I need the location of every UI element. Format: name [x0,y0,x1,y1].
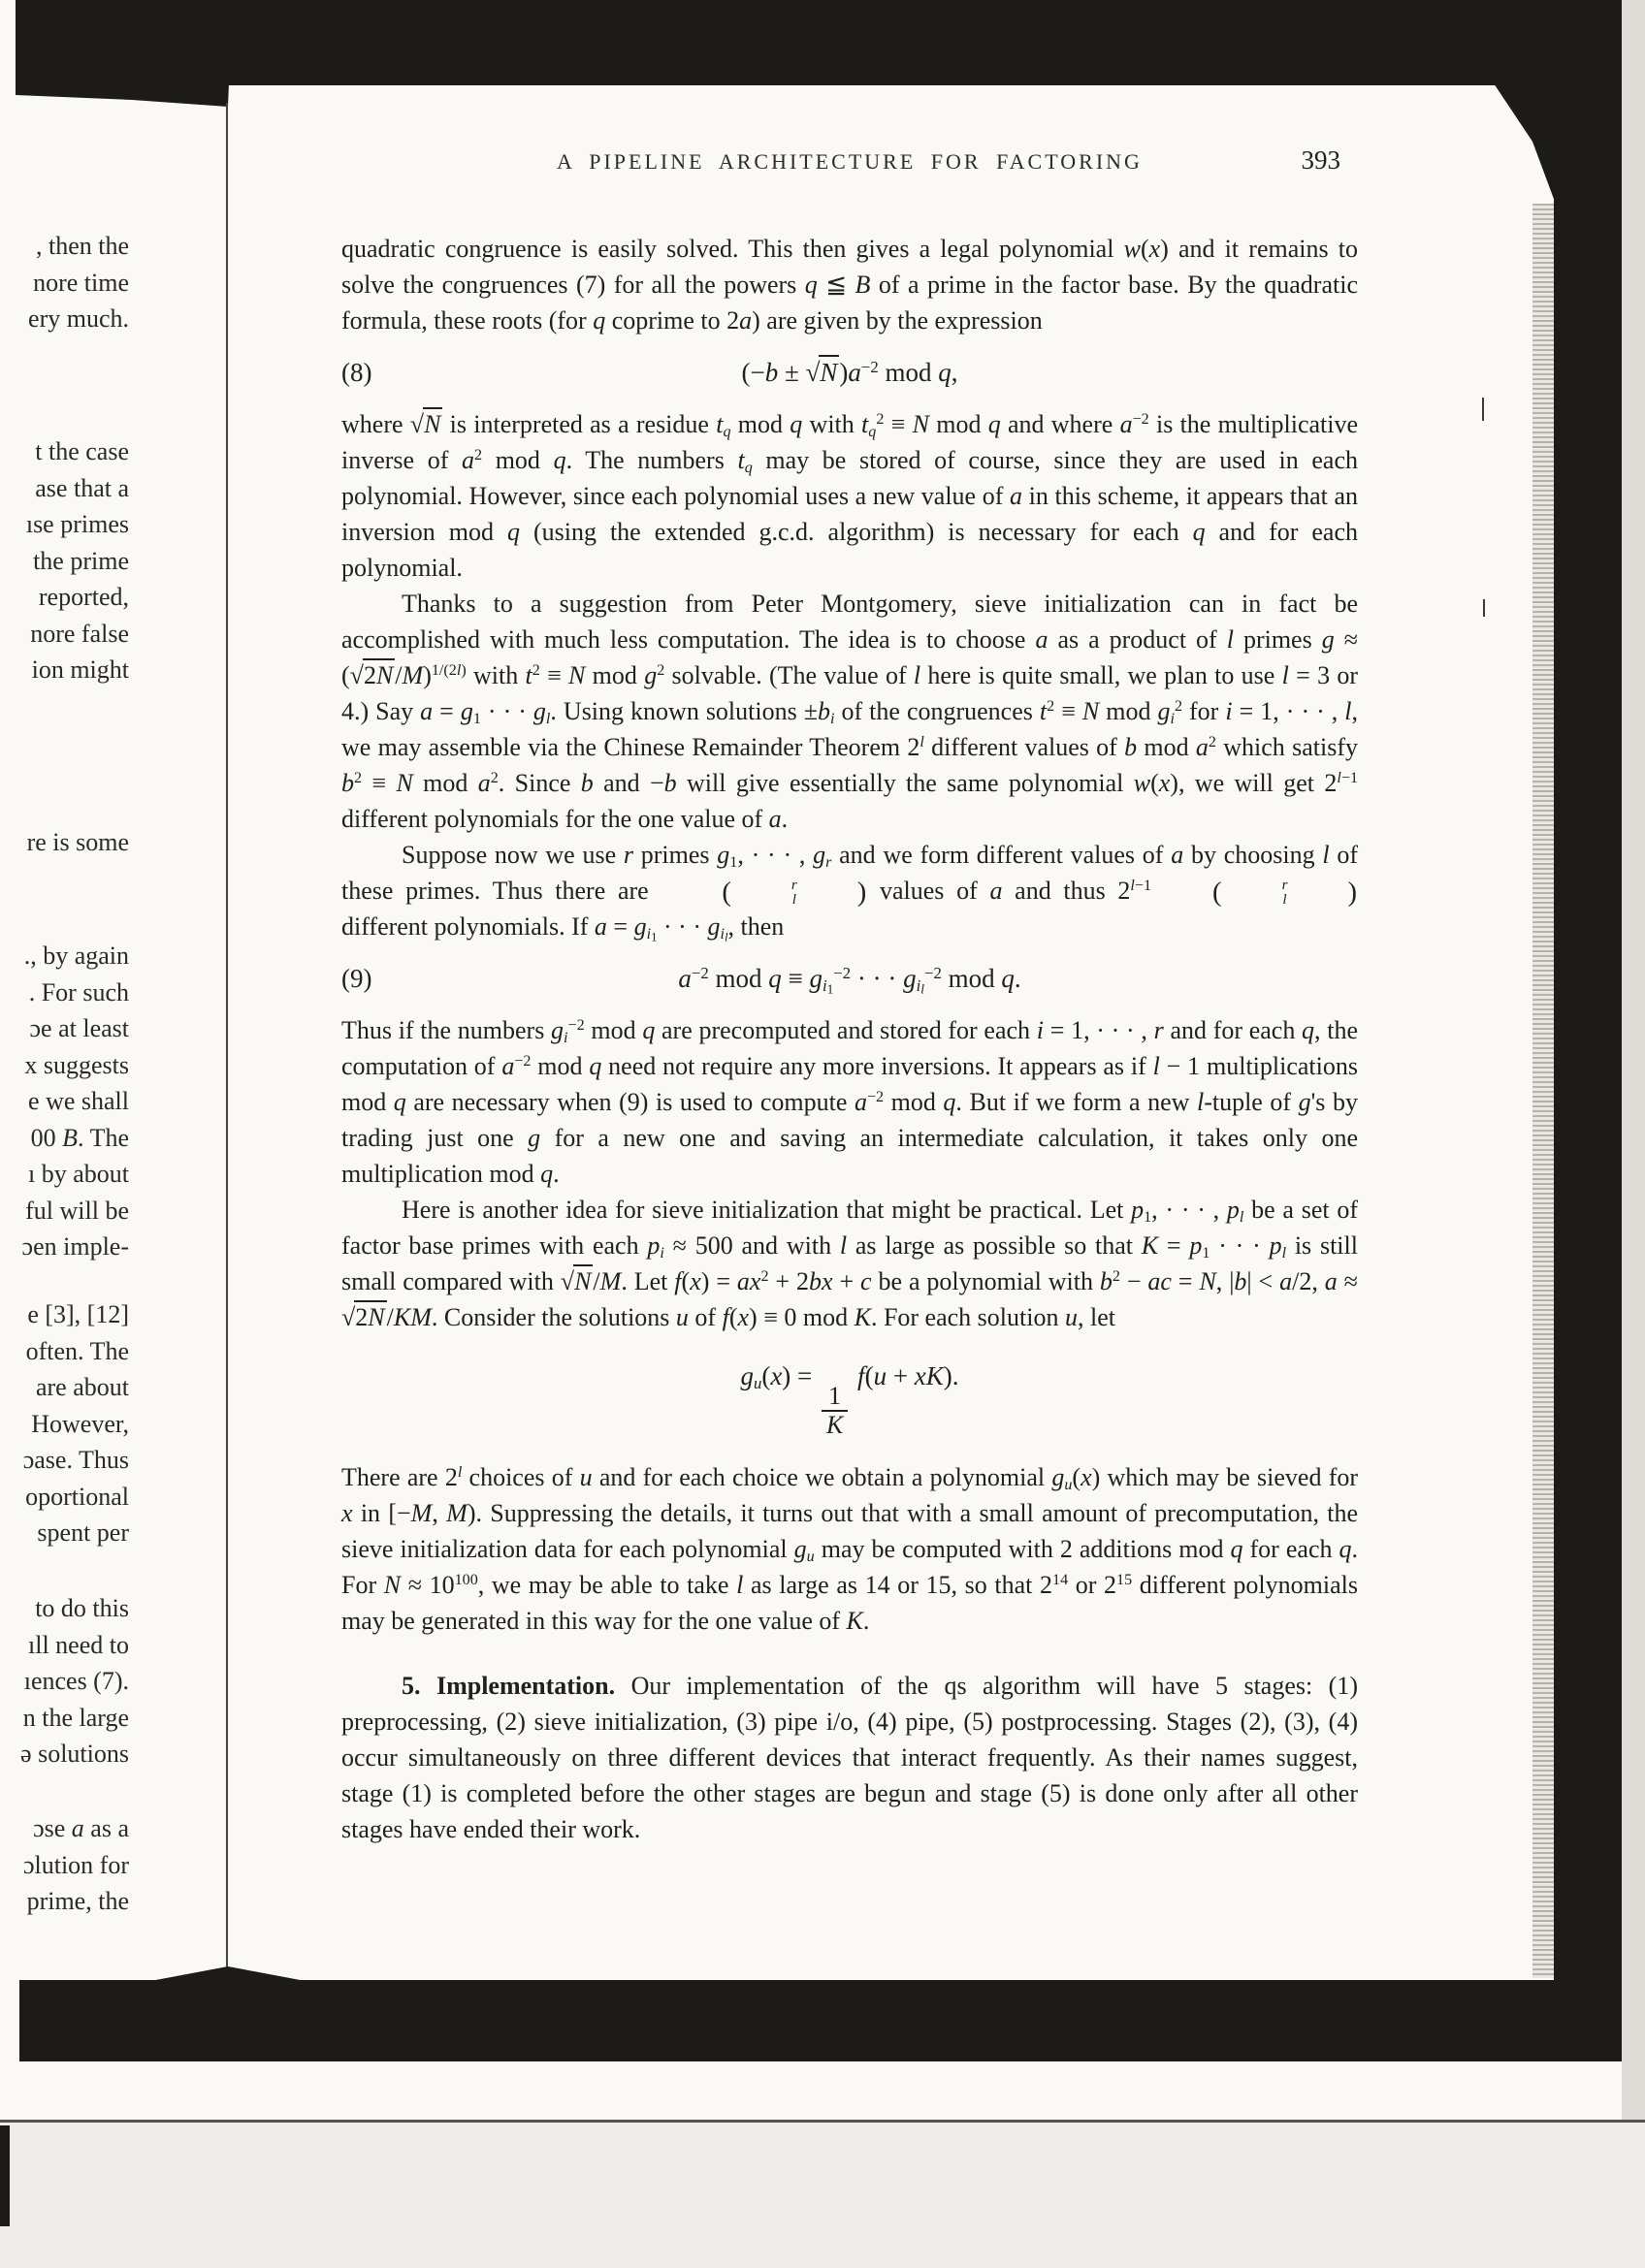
left-page-fragment-line: . For such [28,977,129,1006]
left-page-fragment-line: x suggests [24,1050,129,1079]
paragraph-precomputed: Thus if the numbers $g_i^{-2}$ mod q are precomputed and stored for each i = 1, · · · , r and for each q, the computation of $a^{-2}$ mod q need not require any more inversions. It appears as if l − 1 multiplications mod q are necessary when (9) is used to compute $a^{-2}$ mod q. But if we form a new l-tuple of g's by trading just one g for a new one and saving an intermediate calculation, it takes only one multiplication mod q. [341,1016,1359,1189]
paragraph-another-idea: Here is another idea for sieve initialization that might be practical. Let $p_1$, · · · , $p_l$ be a set of factor base primes with each $p_i \approx 500$ and with l as large as possible so that $K = p_1$ · · · $p_l$ is still small compared with √N/M. Let $f(x) = ax^2 + 2bx + c$ be a polynomial with $b^2$ − ac = N, |b| < a/2, a ≈ √2N/KM. Consider the solutions u of f(x) ≡ 0 mod K. For each solution u, let [341,1196,1358,1332]
left-page-fragment [0,1810,129,1920]
left-page-fragment [0,1296,129,1551]
book-gutter-shadow-bottom [19,1980,1620,2061]
left-page-fragment-line: ery much. [28,304,129,333]
left-page-fragment-line: are about [35,1373,129,1401]
paragraph-implementation: 5. Implementation. Our implementation of the qs algorithm will have 5 stages: (1) preprocessing, (2) sieve initialization, (3) pipe i/o, (4) pipe, (5) postprocessing. Stages (2), (3), (4) occur simultaneously on three different devices that interact frequently. As their names suggest, stage (1) is completed before the other stages are begun and stage (5) is done only after all other stages have ended their work. [341,1671,1358,1843]
cover-corner-fillet [1494,83,1558,209]
left-page-fragment-line: to do this [35,1594,129,1622]
gutter-crease-line [226,103,228,1978]
left-page-fragment-line: oportional [25,1482,129,1511]
scanner-margin-strip [1622,0,1645,2122]
page-header [341,145,1358,180]
paragraph-montgomery: Thanks to a suggestion from Peter Montgomery, sieve initialization can in fact be accomplished with much less computation. The idea is to choose a as a product of l primes $g \approx (√2N/M)^{1/(2l)}$ with $t^2 \equiv N$ mod $g^2$ solvable. (The value of l here is quite small, we plan to use l = 3 or 4.) Say $a = g_1$ · · · $g_l$. Using known solutions $\pm b_i$ of the congruences $t^2 \equiv N$ mod $g_i^2$ for i = 1, · · · , l, we may assemble via the Chinese Remainder Theorem 2$^l$ different values of b mod $a^2$ which satisfy $b^2 \equiv N$ mod $a^2$. Since b and −b will give essentially the same polynomial w(x), we will get $2^{l-1}$ different polynomials for the one value of a. [341,590,1359,833]
margin-tick-mark [1483,599,1485,617]
scan-bed-left-mark [0,2125,10,2226]
equation-gu [341,1355,1358,1439]
page-number: 393 [1301,145,1340,175]
left-page-fragment-line: the prime [33,546,129,575]
left-page-fragment-line: e [3], [12] [27,1300,129,1328]
gutter-shadow-wedge [16,83,229,109]
equation-number: (8) [341,358,372,387]
left-page-fragment-line: re is some [26,828,129,856]
left-page-fragment-line: ful will be [25,1196,129,1225]
book-gutter-shadow-top [16,0,1622,85]
left-page-fragment-line: ., by again [23,942,129,970]
left-page-fragment-line: ə solutions [20,1740,129,1768]
running-title: A PIPELINE ARCHITECTURE FOR FACTORING [557,149,1143,174]
left-page-fragment-line: ɔe at least [29,1014,129,1042]
left-page-fragment-line: 00 B. The [30,1123,129,1152]
left-page-fragment [0,1590,129,1773]
book-fore-edge-pages [1532,204,1554,1978]
equation-formula: $g_u(x)$ = $\frac{1}{K}$ f(u + xK). [740,1361,959,1440]
paragraph-choices: There are 2$^l$ choices of u and for each choice we obtain a polynomial $g_u(x)$ which may be sieved for x in [−M, M). Suppressing the details, it turns out that with a small amount of precomputation, the sieve initialization data for each polynomial $g_u$ may be computed with 2 additions mod q for each q. For $N \approx 10^{100}$, we may be able to take l as large as 14 or 15, so that $2^{14}$ or $2^{15}$ different polynomials may be generated in this way for the one value of K. [341,1462,1359,1635]
left-page-fragment [0,824,129,861]
left-page-fragment-line: ion might [31,655,129,684]
left-page-fragment-line: ıse primes [25,510,129,538]
section-heading: 5. Implementation. [402,1671,616,1700]
paragraph-sqrt-residue: where √N is interpreted as a residue $t_q$ mod q with $t_q^2 \equiv N$ mod q and where $a^{-2}$ is the multiplicative inverse of $a^2$ mod q. The numbers $t_q$ may be stored of course, since they are used in each polynomial. However, since each polynomial uses a new value of a in this scheme, it appears that an inversion mod q (using the extended g.c.d. algorithm) is necessary for each q and for each polynomial. [341,406,1358,586]
left-page-fragment [0,433,129,688]
equation-9 [341,959,1358,998]
left-page-fragment-line: ɔase. Thus [22,1446,129,1474]
left-page-fragment-line: ıences (7). [23,1667,129,1695]
bottom-shadow-peak [145,1966,310,1982]
left-page-fragment-line: nore false [30,619,129,648]
left-page-fragment-line: ase that a [35,473,129,502]
left-page-fragment-line: ɔen imple- [21,1232,129,1261]
left-page-column [0,0,129,1978]
left-page-fragment-line: e we shall [28,1087,129,1115]
left-page-fragment-line: reported, [38,583,129,611]
page-body [341,231,1358,1847]
left-page-fragment-line: , then the [35,232,129,260]
left-page-fragment-line: However, [31,1409,129,1438]
equation-number: (9) [341,964,372,994]
left-page-fragment-line: ɔse a as a [33,1814,129,1842]
left-page-fragment-line: n the large [22,1703,129,1732]
margin-tick-mark [1482,398,1484,421]
left-page-fragment-line: ɔlution for [22,1850,129,1879]
left-page-fragment-line: t the case [35,437,129,465]
left-page-fragment [0,938,129,1265]
scan-bed-area [0,2123,1645,2268]
left-page-fragment-line: spent per [37,1518,129,1547]
equation-formula: $(-b \pm √N)a^{-2}$ mod q, [742,353,958,392]
left-page-fragment-line: nore time [33,268,129,297]
left-page-fragment-line: often. The [25,1336,129,1365]
left-page-fragment-line: ıll need to [28,1630,129,1659]
book-cover-right-edge [1554,0,1622,2061]
paragraph-continuation: quadratic congruence is easily solved. This then gives a legal polynomial w(x) and it remains to solve the congruences (7) for all the powers q ≦ B of a prime in the factor base. By the quadratic formula, these roots (for q coprime to 2a) are given by the expression [341,235,1358,335]
page-content [341,0,1358,1847]
equation-formula: $a^{-2}$ mod $q \equiv g_{i_1}^{-2}$ · · · $g_{i_l}^{-2}$ mod q. [678,964,1021,998]
paragraph-suppose: Suppose now we use r primes $g_1$, · · · , $g_r$ and we form different values of a by choosing l of these primes. Thus there are ( r l ) values of a and thus $2^{l-1}$ ( r l ) different polynomials. If $a = g_{i_1}$ · · · $g_{i_l}$, then [341,841,1358,944]
left-page-fragment-line: ı by about [28,1160,129,1188]
equation-8 [341,353,1358,392]
left-page-fragment [0,228,129,337]
left-page-fragment-line: prime, the [26,1887,129,1915]
